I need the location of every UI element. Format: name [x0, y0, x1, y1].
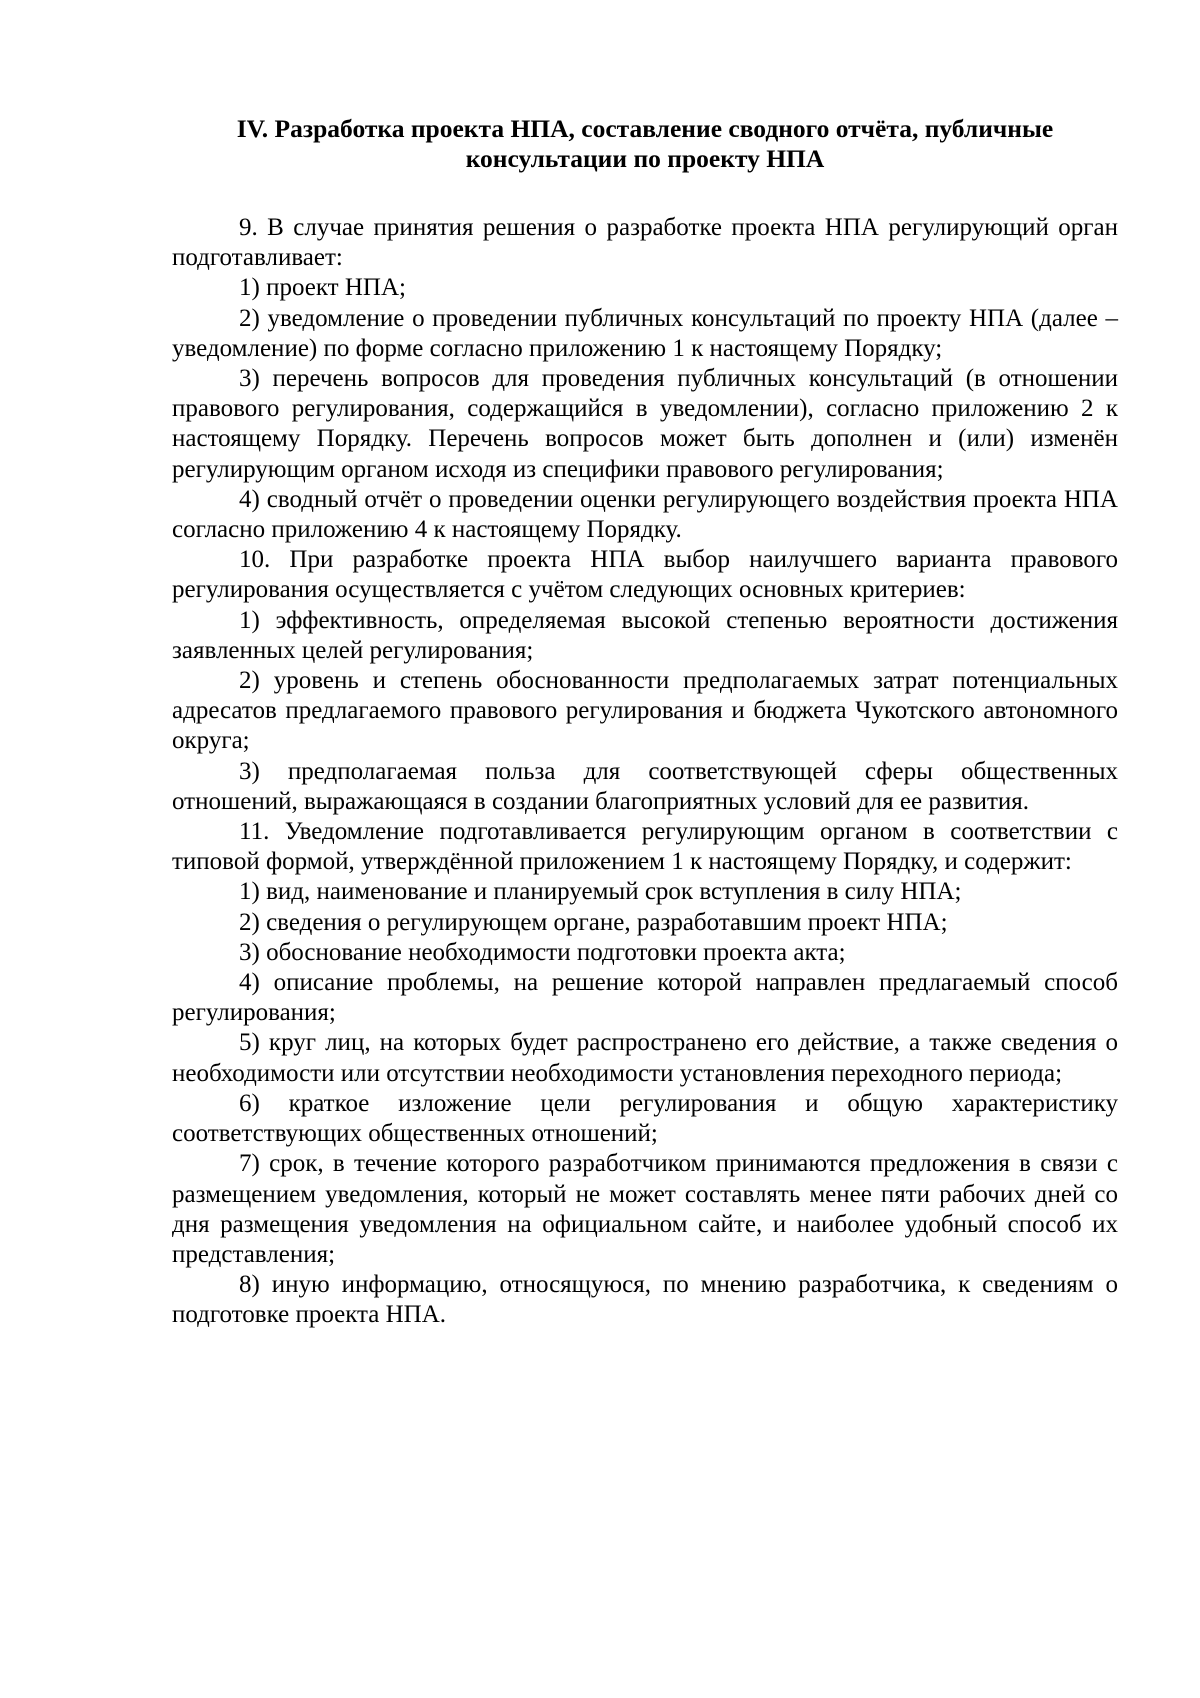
list-item-11-5: 5) круг лиц, на которых будет распространено его действие, а также сведения о необходимости или отсутствии необходимости установления переходного периода; [172, 1029, 1118, 1087]
list-item-11-1: 1) вид, наименование и планируемый срок вступления в силу НПА; [239, 878, 962, 906]
list-item-11-6: 6) краткое изложение цели регулирования и общую характеристику соответствующих общественных отношений; [172, 1089, 1118, 1148]
paragraph-10-intro: 10. При разработке проекта НПА выбор наилучшего варианта правового регулирования осуществляется с учётом следующих основных критериев: [172, 546, 1118, 604]
list-item-9-2: 2) уведомление о проведении публичных консультаций по проекту НПА (далее – уведомление) по форме согласно приложению 1 к настоящему Порядку; [172, 304, 1118, 362]
paragraph-11-intro: 11. Уведомление подготавливается регулирующим органом в соответствии с типовой формой, утверждённой приложением 1 к настоящему Порядку, и содержит: [172, 818, 1118, 876]
list-item-10-1: 1) эффективность, определяемая высокой степенью вероятности достижения заявленных целей регулирования; [172, 606, 1118, 664]
document-body [172, 213, 1118, 1331]
list-item-11-7: 7) срок, в течение которого разработчиком принимаются предложения в связи с размещением уведомления, который не может составлять менее пяти рабочих дней со дня размещения уведомления на официальном сайте, и наиболее удобный способ их представления; [172, 1150, 1118, 1268]
list-item-11-3: 3) обоснование необходимости подготовки проекта акта; [239, 938, 846, 966]
list-item-11-2: 2) сведения о регулирующем органе, разработавшим проект НПА; [239, 908, 948, 936]
section-heading [172, 114, 1118, 174]
section-heading-line-1: IV. Разработка проекта НПА, составление сводного отчёта, публичные [236, 114, 1054, 143]
list-item-10-3: 3) предполагаемая польза для соответствующей сферы общественных отношений, выражающаяся в создании благоприятных условий для ее развития. [172, 757, 1118, 815]
paragraph-9-intro: 9. В случае принятия решения о разработке проекта НПА регулирующий орган подготавливает: [172, 214, 1118, 272]
list-item-11-4: 4) описание проблемы, на решение которой направлен предлагаемый способ регулирования; [172, 969, 1118, 1027]
list-item-9-3: 3) перечень вопросов для проведения публичных консультаций (в отношении правового регулирования, содержащийся в уведомлении), согласно приложению 2 к настоящему Порядку. Перечень вопросов может быть дополнен и (или) изменён регулирующим органом исходя из специфики правового регулирования; [172, 365, 1118, 483]
list-item-10-2: 2) уровень и степень обоснованности предполагаемых затрат потенциальных адресатов предлагаемого правового регулирования и бюджета Чукотского автономного округа; [172, 667, 1118, 755]
list-item-9-1: 1) проект НПА; [239, 274, 406, 302]
section-heading-line-2: консультации по проекту НПА [465, 144, 825, 173]
list-item-9-4: 4) сводный отчёт о проведении оценки регулирующего воздействия проекта НПА согласно приложению 4 к настоящему Порядку. [172, 485, 1118, 544]
list-item-11-8: 8) иную информацию, относящуюся, по мнению разработчика, к сведениям о подготовке проекта НПА. [172, 1271, 1118, 1329]
